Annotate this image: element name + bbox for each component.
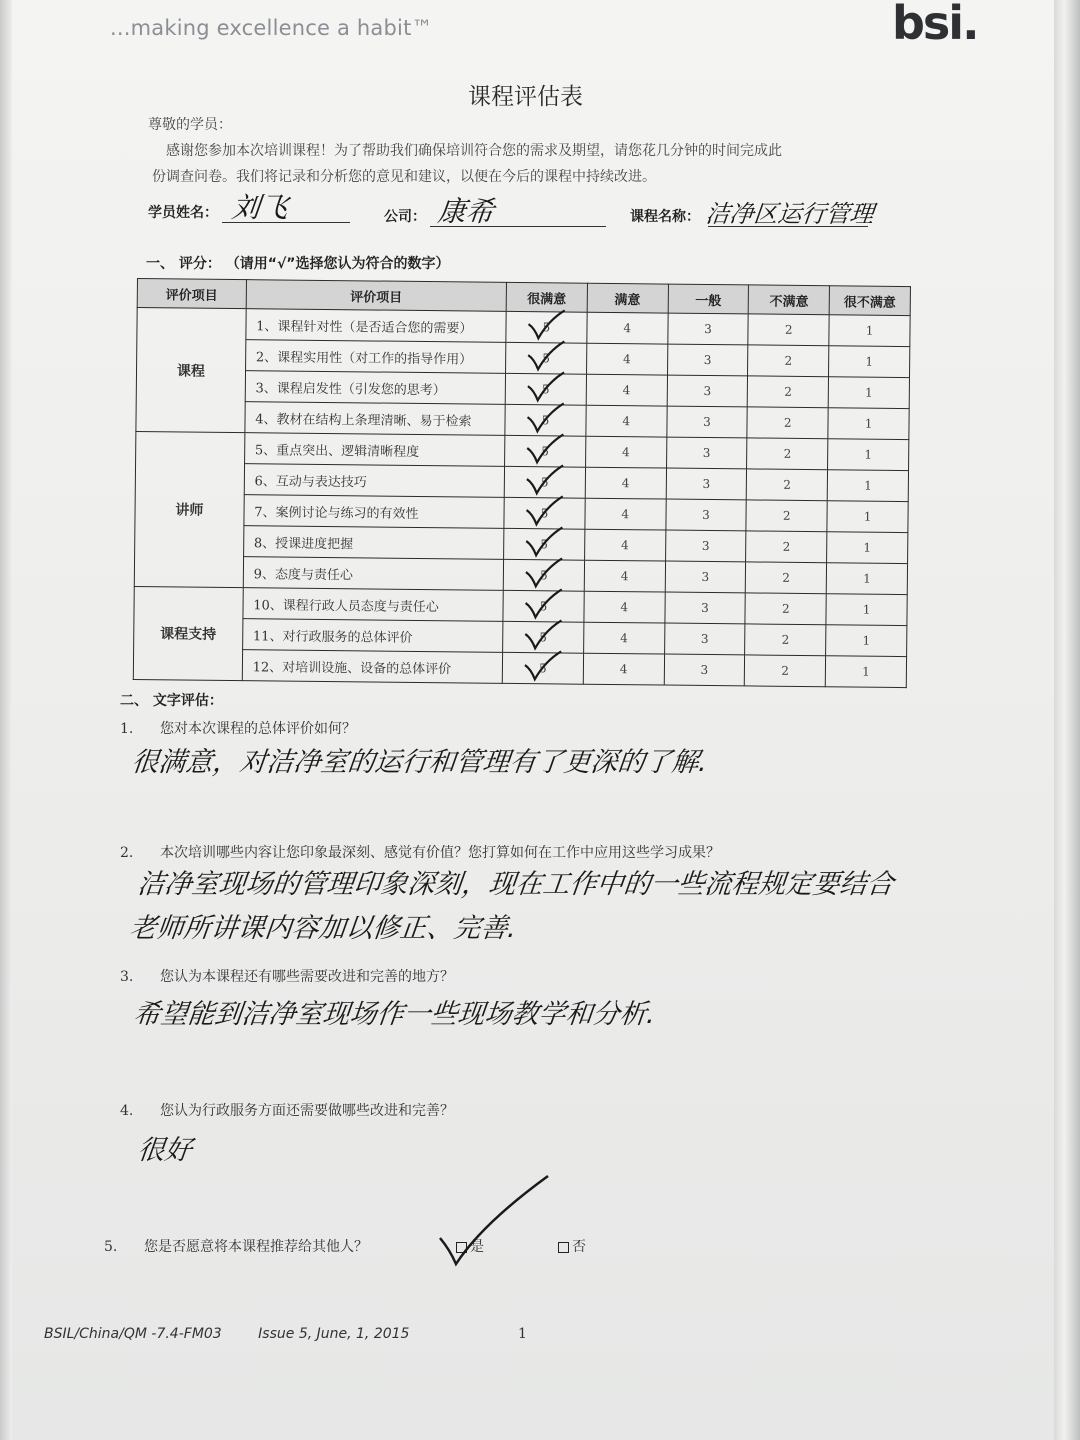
score-option-3[interactable] — [664, 623, 745, 655]
header-category: 评价项目 — [137, 279, 246, 309]
header-neutral: 一般 — [668, 284, 749, 314]
score-label: 4 — [622, 414, 631, 429]
rating-table — [133, 278, 911, 688]
score-label: 5 — [541, 413, 550, 428]
footer-issue: Issue 5, June, 1, 2015 — [258, 1326, 410, 1342]
score-label: 3 — [702, 445, 711, 461]
rating-table-body — [133, 308, 910, 688]
score-option-2[interactable] — [747, 469, 828, 501]
score-option-3[interactable] — [666, 406, 747, 438]
header-unsatisfied: 不满意 — [749, 285, 830, 315]
score-label: 4 — [622, 383, 631, 398]
header-very-satisfied: 很满意 — [506, 282, 587, 312]
criterion-cell: 11、对行政服务的总体评价 — [242, 619, 503, 653]
score-option-2[interactable] — [745, 655, 826, 687]
question-5-number: 5. — [104, 1239, 118, 1255]
score-option-3[interactable] — [666, 437, 747, 469]
question-3-text: 您认为本课程还有哪些需要改进和完善的地方？ — [160, 969, 454, 985]
company-value[interactable]: 康希 — [436, 195, 496, 228]
criterion-cell: 1、课程针对性（是否适合您的需要） — [246, 309, 507, 343]
no-checkbox[interactable] — [558, 1242, 569, 1253]
score-label: 3 — [701, 538, 710, 554]
question-1 — [120, 718, 356, 738]
category-cell: 讲师 — [134, 431, 244, 587]
score-option-3[interactable] — [664, 592, 745, 624]
score-label: 2 — [781, 663, 790, 678]
option-yes-label: 是 — [470, 1239, 484, 1255]
criterion-cell: 2、课程实用性（对工作的指导作用） — [245, 340, 506, 374]
criterion-cell: 4、教材在结构上条理清晰、易于检索 — [245, 402, 506, 436]
score-label: 5 — [539, 630, 548, 645]
score-option-1[interactable] — [828, 439, 909, 471]
score-label: 5 — [541, 382, 550, 397]
score-label: 1 — [865, 323, 874, 338]
score-option-3[interactable] — [666, 468, 747, 500]
name-label: 学员姓名： — [148, 205, 218, 221]
score-label: 2 — [784, 384, 792, 399]
score-option-2[interactable] — [746, 500, 827, 532]
question-2 — [120, 842, 720, 862]
answer-4[interactable]: 很好 — [136, 1135, 194, 1166]
question-3-number: 3. — [120, 969, 134, 985]
score-label: 3 — [701, 600, 709, 616]
score-label: 2 — [784, 353, 793, 368]
score-label: 2 — [781, 601, 790, 616]
score-label: 3 — [704, 321, 712, 337]
section-2-title: 二、 文字评估： — [120, 693, 223, 709]
score-label: 4 — [620, 569, 629, 584]
score-label: 3 — [702, 507, 710, 523]
page-left-edge — [0, 0, 12, 1440]
score-option-4[interactable] — [585, 498, 666, 530]
score-label: 3 — [702, 476, 711, 492]
score-label: 1 — [862, 602, 871, 617]
criterion-cell: 6、互动与表达技巧 — [244, 464, 505, 498]
score-label: 1 — [864, 447, 873, 462]
question-4-number: 4. — [120, 1103, 134, 1119]
question-5-text: 您是否愿意将本课程推荐给其他人？ — [144, 1239, 368, 1255]
question-5 — [104, 1236, 368, 1256]
answer-3[interactable]: 希望能到洁净室现场作一些现场教学和分析. — [132, 999, 657, 1030]
score-label: 1 — [863, 571, 871, 586]
score-option-5[interactable] — [502, 652, 583, 684]
score-option-2[interactable] — [747, 407, 828, 439]
question-1-text: 您对本次课程的总体评价如何？ — [160, 721, 356, 737]
score-option-1[interactable] — [826, 625, 907, 657]
score-option-1[interactable] — [827, 532, 908, 564]
score-option-2[interactable] — [746, 562, 827, 594]
score-option-4[interactable] — [584, 591, 665, 623]
option-no[interactable] — [558, 1236, 586, 1256]
score-option-4[interactable] — [586, 374, 667, 406]
score-option-3[interactable] — [665, 499, 746, 531]
score-option-2[interactable] — [748, 314, 829, 346]
question-4 — [120, 1100, 454, 1120]
score-label: 2 — [783, 477, 792, 492]
score-label: 5 — [542, 320, 551, 335]
big-check-mark-icon — [436, 1172, 554, 1272]
header-very-unsatisfied: 很不满意 — [829, 286, 910, 316]
criterion-cell: 9、态度与责任心 — [243, 557, 504, 591]
score-option-1[interactable] — [827, 501, 908, 533]
intro-line-2: 份调查问卷。我们将记录和分析您的意见和建议，以便在今后的课程中持续改进。 — [152, 169, 656, 185]
course-value[interactable]: 洁净区运行管理 — [704, 200, 876, 228]
score-option-1[interactable] — [825, 656, 906, 688]
score-option-4[interactable] — [586, 343, 667, 375]
criterion-cell: 3、课程启发性（引发您的思考） — [245, 371, 506, 405]
score-label: 5 — [539, 568, 548, 583]
answer-2-line-1[interactable]: 洁净室现场的管理印象深刻，现在工作中的一些流程规定要结合 — [136, 869, 896, 900]
score-option-2[interactable] — [747, 438, 828, 470]
score-label: 2 — [782, 508, 791, 523]
score-option-1[interactable] — [826, 563, 907, 595]
course-label: 课程名称： — [630, 209, 700, 225]
score-option-1[interactable] — [829, 346, 910, 378]
name-value[interactable]: 刘飞 — [230, 191, 290, 224]
score-option-4[interactable] — [587, 312, 668, 344]
score-option-4[interactable] — [586, 405, 667, 437]
score-option-2[interactable] — [748, 376, 829, 408]
footer-page-number: 1 — [518, 1326, 527, 1342]
score-label: 5 — [542, 351, 550, 366]
score-option-4[interactable] — [583, 622, 664, 654]
form-title: 课程评估表 — [468, 84, 583, 110]
score-label: 3 — [703, 414, 711, 430]
score-label: 5 — [541, 444, 549, 459]
score-option-3[interactable] — [665, 561, 746, 593]
section-1-title: 一、 评分： （请用“√”选择您认为符合的数字） — [146, 256, 450, 272]
question-3 — [120, 966, 454, 986]
bsi-tagline: ...making excellence a habit™ — [110, 16, 433, 40]
score-label: 5 — [540, 506, 549, 521]
check-mark-icon — [523, 647, 563, 683]
answer-1[interactable]: 很满意，对洁净室的运行和管理有了更深的了解. — [130, 747, 709, 778]
score-label: 5 — [539, 599, 548, 614]
question-4-text: 您认为行政服务方面还需要做哪些改进和完善？ — [160, 1103, 454, 1119]
answer-2-line-2[interactable]: 老师所讲课内容加以修正、完善. — [128, 913, 518, 944]
score-label: 4 — [621, 507, 630, 522]
criterion-cell: 12、对培训设施、设备的总体评价 — [242, 650, 503, 684]
score-option-4[interactable] — [583, 653, 664, 685]
score-label: 4 — [620, 631, 628, 646]
score-option-3[interactable] — [667, 313, 748, 345]
score-label: 4 — [623, 321, 632, 336]
score-label: 2 — [784, 322, 793, 337]
score-option-1[interactable] — [828, 408, 909, 440]
score-label: 4 — [621, 476, 630, 491]
score-label: 1 — [862, 664, 870, 679]
score-option-3[interactable] — [665, 530, 746, 562]
page-right-edge — [1054, 0, 1080, 1440]
score-option-2[interactable] — [746, 531, 827, 563]
criterion-cell: 7、案例讨论与练习的有效性 — [244, 495, 505, 529]
criterion-cell: 8、授课进度把握 — [243, 526, 504, 560]
score-option-2[interactable] — [745, 593, 826, 625]
intro-greeting: 尊敬的学员： — [148, 117, 232, 133]
score-label: 1 — [865, 354, 874, 369]
footer-doc-code: BSIL/China/QM -7.4-FM03 — [44, 1326, 222, 1342]
score-label: 5 — [540, 475, 549, 490]
intro-line-1: 感谢您参加本次培训课程！为了帮助我们确保培训符合您的需求及期望，请您花几分钟的时间完成此 — [166, 143, 782, 159]
company-label: 公司： — [384, 209, 426, 225]
bsi-logo: bsi. — [892, 0, 978, 50]
score-option-1[interactable] — [828, 377, 909, 409]
score-label: 4 — [621, 445, 630, 460]
score-option-3[interactable] — [667, 344, 748, 376]
criterion-cell: 10、课程行政人员态度与责任心 — [243, 588, 504, 622]
score-label: 2 — [781, 632, 790, 647]
score-label: 1 — [862, 633, 871, 648]
score-option-2[interactable] — [745, 624, 826, 656]
score-label: 5 — [540, 537, 549, 552]
score-option-4[interactable] — [584, 560, 665, 592]
score-label: 2 — [783, 446, 792, 461]
score-option-4[interactable] — [585, 467, 666, 499]
category-cell: 课程 — [136, 308, 246, 433]
score-label: 3 — [703, 383, 712, 399]
header-item: 评价项目 — [246, 280, 507, 312]
score-label: 2 — [783, 415, 792, 430]
score-label: 2 — [782, 570, 791, 585]
footer-doc-info — [44, 1326, 441, 1342]
criterion-cell: 5、重点突出、逻辑清晰程度 — [244, 433, 505, 467]
score-label: 4 — [622, 352, 631, 367]
score-label: 2 — [782, 539, 791, 554]
score-option-1[interactable] — [829, 315, 910, 347]
category-cell: 课程支持 — [133, 586, 243, 680]
score-option-1[interactable] — [827, 470, 908, 502]
score-label: 1 — [863, 509, 872, 524]
score-label: 5 — [538, 661, 547, 676]
header-satisfied: 满意 — [587, 283, 668, 313]
question-2-number: 2. — [120, 845, 134, 861]
score-label: 3 — [700, 662, 709, 678]
score-label: 4 — [619, 662, 628, 677]
score-label: 3 — [700, 631, 709, 647]
score-option-3[interactable] — [667, 375, 748, 407]
score-label: 1 — [863, 540, 872, 555]
score-label: 3 — [701, 569, 710, 585]
question-2-text: 本次培训哪些内容让您印象最深刻、感觉有价值？您打算如何在工作中应用这些学习成果？ — [160, 845, 720, 861]
score-label: 4 — [620, 600, 629, 615]
score-option-1[interactable] — [826, 594, 907, 626]
score-option-4[interactable] — [584, 529, 665, 561]
score-option-2[interactable] — [748, 345, 829, 377]
score-label: 1 — [865, 385, 873, 400]
score-option-3[interactable] — [664, 654, 745, 686]
score-option-4[interactable] — [585, 436, 666, 468]
option-no-label: 否 — [572, 1239, 586, 1255]
score-label: 3 — [703, 352, 712, 368]
question-1-number: 1. — [120, 721, 134, 737]
score-label: 4 — [621, 538, 629, 553]
score-label: 1 — [864, 478, 872, 493]
score-label: 1 — [864, 416, 873, 431]
